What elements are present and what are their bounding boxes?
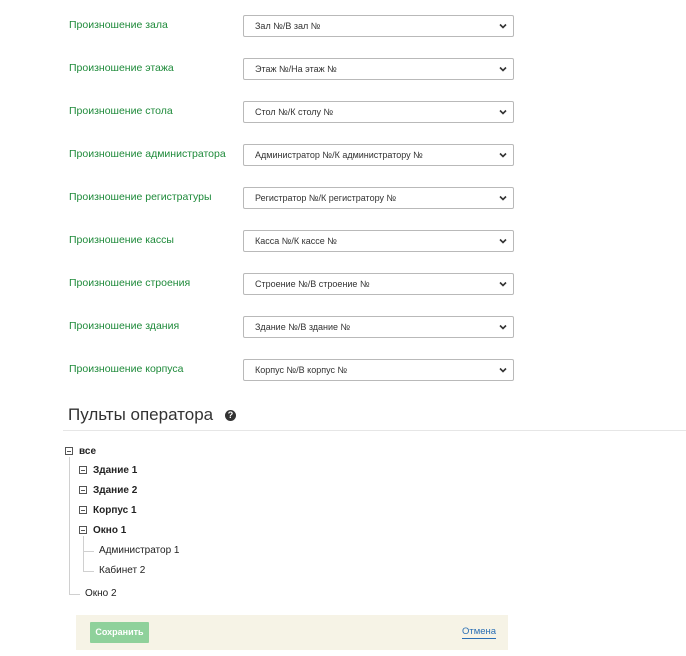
select-value: Касса №/К кассе № [255, 236, 337, 246]
hall-pronunciation-select[interactable] [243, 15, 514, 37]
tree-connector [83, 551, 94, 552]
select-value: Зал №/В зал № [255, 21, 321, 31]
tree-node-cabinet-2[interactable]: Кабинет 2 [99, 565, 146, 576]
collapse-icon[interactable] [79, 486, 87, 494]
tree-connector [69, 457, 70, 594]
tree-connector [83, 536, 84, 571]
tree-node-building-2[interactable]: Здание 2 [93, 485, 138, 496]
building-pronunciation-label: Произношение здания [69, 320, 180, 332]
form-row-hall [0, 15, 686, 39]
registry-pronunciation-select[interactable] [243, 187, 514, 209]
structure-pronunciation-label: Произношение строения [69, 277, 191, 289]
collapse-icon[interactable] [79, 506, 87, 514]
collapse-icon[interactable] [79, 466, 87, 474]
registry-pronunciation-label: Произношение регистратуры [69, 191, 212, 203]
cashier-pronunciation-select[interactable] [243, 230, 514, 252]
form-row-structure [0, 273, 686, 297]
chevron-down-icon [498, 64, 508, 74]
chevron-down-icon [498, 150, 508, 160]
form-row-registry [0, 187, 686, 211]
chevron-down-icon [498, 193, 508, 203]
hall-pronunciation-label: Произношение зала [69, 19, 168, 31]
table-pronunciation-label: Произношение стола [69, 105, 173, 117]
select-value: Этаж №/На этаж № [255, 64, 337, 74]
table-pronunciation-select[interactable] [243, 101, 514, 123]
select-value: Строение №/В строение № [255, 279, 370, 289]
collapse-icon[interactable] [65, 447, 73, 455]
cancel-link[interactable]: Отмена [462, 626, 497, 637]
tree-node-corpus-1[interactable]: Корпус 1 [93, 505, 137, 516]
save-button[interactable]: Сохранить [90, 622, 149, 643]
structure-pronunciation-select[interactable] [243, 273, 514, 295]
select-value: Стол №/К столу № [255, 107, 334, 117]
tree-node-window-2[interactable]: Окно 2 [85, 588, 117, 599]
chevron-down-icon [498, 107, 508, 117]
tree-node-root[interactable]: все [79, 446, 97, 457]
chevron-down-icon [498, 279, 508, 289]
select-value: Регистратор №/К регистратору № [255, 193, 397, 203]
floor-pronunciation-select[interactable] [243, 58, 514, 80]
collapse-icon[interactable] [79, 526, 87, 534]
chevron-down-icon [498, 236, 508, 246]
building-pronunciation-select[interactable] [243, 316, 514, 338]
question-circle-icon[interactable]: ? [225, 410, 236, 421]
tree-node-window-1[interactable]: Окно 1 [93, 525, 127, 536]
select-value: Корпус №/В корпус № [255, 365, 348, 375]
select-value: Администратор №/К администратору № [255, 150, 423, 160]
tree-node-administrator-1[interactable]: Администратор 1 [99, 545, 180, 556]
corpus-pronunciation-label: Произношение корпуса [69, 363, 184, 375]
corpus-pronunciation-select[interactable] [243, 359, 514, 381]
tree-node-building-1[interactable]: Здание 1 [93, 465, 138, 476]
chevron-down-icon [498, 365, 508, 375]
tree-connector [83, 571, 94, 572]
select-value: Здание №/В здание № [255, 322, 351, 332]
cashier-pronunciation-label: Произношение кассы [69, 234, 174, 246]
section-divider [63, 430, 686, 431]
floor-pronunciation-label: Произношение этажа [69, 62, 174, 74]
form-row-building [0, 316, 686, 340]
chevron-down-icon [498, 322, 508, 332]
administrator-pronunciation-label: Произношение администратора [69, 148, 226, 160]
form-row-cashier [0, 230, 686, 254]
chevron-down-icon [498, 21, 508, 31]
form-footer [76, 615, 508, 650]
form-row-floor [0, 58, 686, 82]
operator-panels-title: Пульты оператора [68, 405, 214, 424]
tree-connector [69, 594, 80, 595]
form-row-corpus [0, 359, 686, 383]
form-row-table [0, 101, 686, 125]
administrator-pronunciation-select[interactable] [243, 144, 514, 166]
form-row-administrator [0, 144, 686, 168]
